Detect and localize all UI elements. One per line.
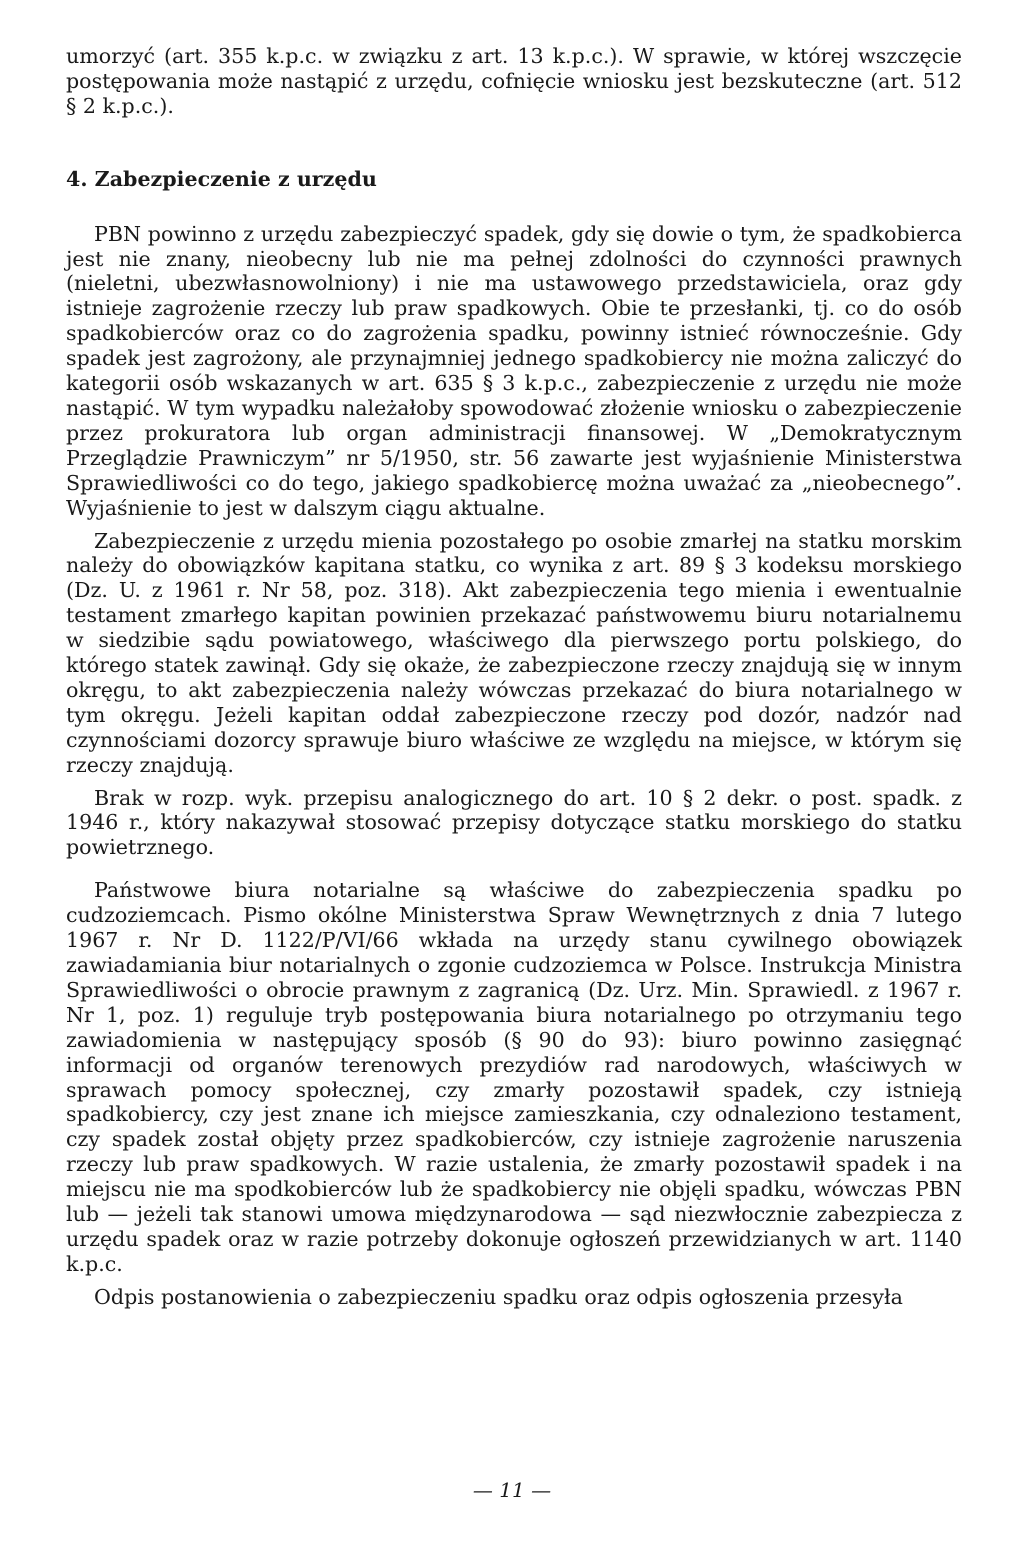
intro-paragraph: umorzyć (art. 355 k.p.c. w związku z art. 13 k.p.c.). W sprawie, w której wszczęcie postępowania może nastąpić z urzędu, cofnięcie wniosku jest bezskuteczne (art. 512 § 2 k.p.c.).	[66, 44, 962, 118]
paragraph-heir-protection: PBN powinno z urzędu zabezpieczyć spadek, gdy się dowie o tym, że spadkobierca jest nie znany, nieobecny lub nie ma pełnej zdolności do czynności prawnych (nieletni, ubezwłasnowolniony) i nie ma ustawowego przedstawiciela, oraz gdy istnieje zagrożenie rzeczy lub praw spadkowych. Obie te przesłanki, tj. co do osób spadkobierców oraz co do zagrożenia spadku, powinny istnieć równocześnie. Gdy spadek jest zagrożony, ale przynajmniej jednego spadkobiercy nie można zaliczyć do kategorii osób wskazanych w art. 635 § 3 k.p.c., zabezpieczenie z urzędu nie może nastąpić. W tym wypadku należałoby spowodować złożenie wniosku o zabezpieczenie przez prokuratora lub organ administracji finansowej. W „Demokratycznym Przeglądzie Prawniczym” nr 5/1950, str. 56 zawarte jest wyjaśnienie Ministerstwa Sprawiedliwości co do tego, jakiego spadkobiercę można uważać za „nieobecnego”. Wyjaśnienie to jest w dalszym ciągu aktualne.	[66, 221, 962, 520]
page-number: — 11 —	[472, 1478, 552, 1502]
paragraph-foreigners: Państwowe biura notarialne są właściwe do zabezpieczenia spadku po cudzoziemcach. Pismo okólne Ministerstwa Spraw Wewnętrznych z dnia 7 lutego 1967 r. Nr D. 1122/P/VI/66 wkłada na urzędy stanu cywilnego obowiązek zawiadamiania biur notarialnych o zgonie cudzoziemca w Polsce. Instrukcja Ministra Sprawiedliwości o obrocie prawnym z zagranicą (Dz. Urz. Min. Sprawiedl. z 1967 r. Nr 1, poz. 1) reguluje tryb postępowania biura notarialnego po otrzymaniu tego zawiadomienia w następujący sposób (§ 90 do 93): biuro powinno zasięgnąć informacji od organów terenowych prezydiów rad narodowych, właściwych w sprawach pomocy społecznej, czy zmarły pozostawił spadek, czy istnieją spadkobiercy, czy jest znane ich miejsce zamieszkania, czy odnaleziono testament, czy spadek został objęty przez spadkobierców, czy istnieje zagrożenie naruszenia rzeczy lub praw spadkowych. W razie ustalenia, że zmarły pozostawił spadek i na miejscu nie ma spodkobierców lub że spadkobiercy nie objęli spadku, wówczas PBN lub — jeżeli tak stanowi umowa międzynarodowa — sąd niezwłocznie zabezpiecza z urzędu spadek oraz w razie potrzeby dokonuje ogłoszeń przewidzianych w art. 1140 k.p.c.	[66, 878, 962, 1276]
paragraph-aircraft: Brak w rozp. wyk. przepisu analogicznego do art. 10 § 2 dekr. o post. spadk. z 1946 r., który nakazywał stosować przepisy dotyczące statku morskiego do statku powietrznego.	[66, 785, 962, 860]
paragraph-ship-property: Zabezpieczenie z urzędu mienia pozostałego po osobie zmarłej na statku morskim należy do obowiązków kapitana statku, co wynika z art. 89 § 3 kodeksu morskiego (Dz. U. z 1961 r. Nr 58, poz. 318). Akt zabezpieczenia tego mienia i ewentualnie testament zmarłego kapitan powinien przekazać państwowemu biuru notarialnemu w siedzibie sądu powiatowego, właściwego dla pierwszego portu polskiego, do którego statek zawinął. Gdy się okaże, że zabezpieczone rzeczy znajdują się w innym okręgu, to akt zabezpieczenia należy wówczas przekazać do biura notarialnego w tym okręgu. Jeżeli kapitan oddał zabezpieczone rzeczy pod dozór, nadzór nad czynnościami dozorcy sprawuje biuro właściwe ze względu na miejsce, w którym się rzeczy znajdują.	[66, 528, 962, 777]
paragraph-copy-decision: Odpis postanowienia o zabezpieczeniu spadku oraz odpis ogłoszenia przesyła	[94, 1284, 903, 1309]
section-heading: 4. Zabezpieczenie z urzędu	[66, 166, 377, 191]
